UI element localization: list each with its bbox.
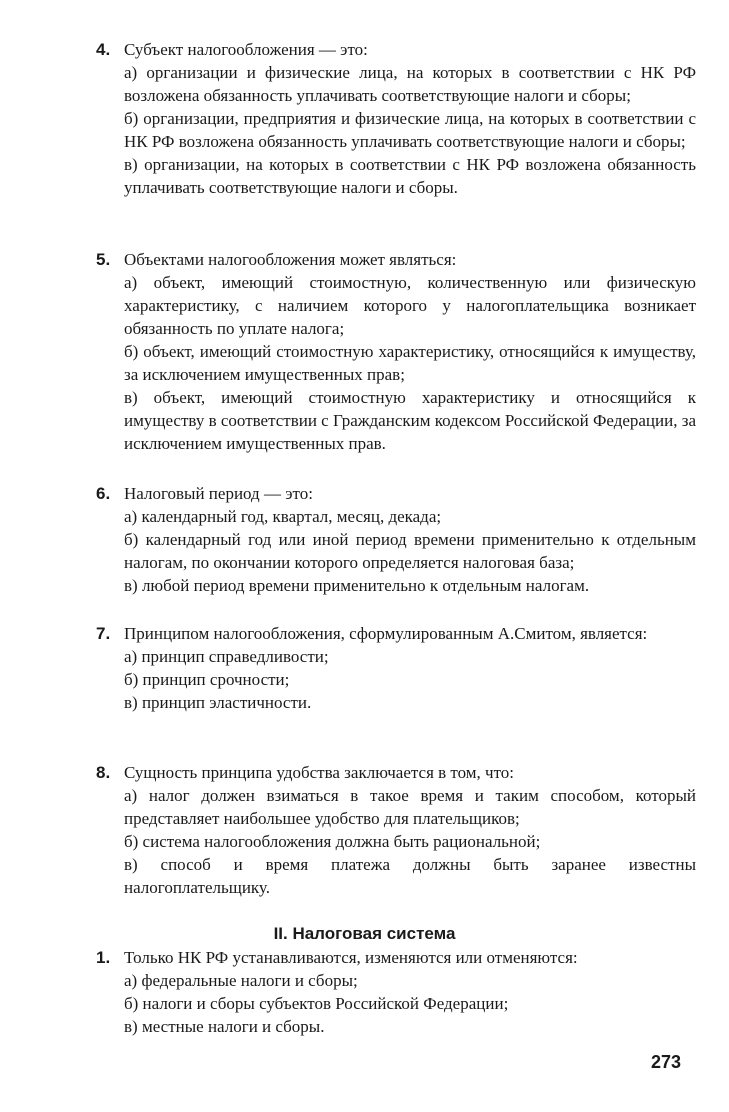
answer-option-c: в) любой период времени применительно к отдельным налогам. <box>124 576 590 595</box>
question-number: 7. <box>96 624 111 643</box>
answer-option-b: б) налоги и сборы субъектов Российской Федерации; <box>124 994 509 1013</box>
question-stem <box>96 946 696 969</box>
question-number: 5. <box>96 250 111 269</box>
question-7 <box>96 622 696 714</box>
question-text: Субъект налогообложения — это: <box>124 40 368 59</box>
question-text: Только НК РФ устанавливаются, изменяются или отменяются: <box>124 948 578 967</box>
question-text: Принципом налогообложения, сформулированным А.Смитом, является: <box>124 624 648 643</box>
answer-option-b: б) система налогообложения должна быть рациональной; <box>124 832 541 851</box>
section-heading: II. Налоговая система <box>273 924 456 943</box>
answer-option-c: в) объект, имеющий стоимостную характеристику и относящийся к имуществу в соответствии с Гражданским кодексом Российской Федерации, за исключением имущественных прав. <box>124 388 696 453</box>
answer-option-a: а) федеральные налоги и сборы; <box>124 971 358 990</box>
answer-option-a: а) налог должен взиматься в такое время и таким способом, который представляет наибольшее удобство для плательщиков; <box>124 786 696 828</box>
question-text: Сущность принципа удобства заключается в том, что: <box>124 763 515 782</box>
question-6 <box>96 482 696 597</box>
question-stem <box>96 248 696 271</box>
answer-option-c: в) принцип эластичности. <box>124 693 312 712</box>
answer-option-b: б) объект, имеющий стоимостную характеристику, относящийся к имуществу, за исключением имущественных прав; <box>124 342 696 384</box>
answer-option-c: в) местные налоги и сборы. <box>124 1017 325 1036</box>
answer-option-a: а) принцип справедливости; <box>124 647 329 666</box>
question-number: 8. <box>96 763 111 782</box>
question-5 <box>96 248 696 455</box>
question-text: Налоговый период — это: <box>124 484 313 503</box>
question-4 <box>96 38 696 199</box>
answer-option-a: а) объект, имеющий стоимостную, количественную или физическую характеристику, с наличием которого у налогоплательщика возникает обязанность по уплате налога; <box>124 273 696 338</box>
section-question-1 <box>96 946 696 1038</box>
answer-option-a: а) календарный год, квартал, месяц, декада; <box>124 507 442 526</box>
question-number: 1. <box>96 948 111 967</box>
answer-option-b: б) организации, предприятия и физические лица, на которых в соответствии с НК РФ возложена обязанность уплачивать соответствующие налоги и сборы; <box>124 109 696 151</box>
question-stem <box>96 482 696 505</box>
answer-option-a: а) организации и физические лица, на которых в соответствии с НК РФ возложена обязанность уплачивать соответствующие налоги и сборы; <box>124 63 696 105</box>
question-number: 4. <box>96 40 111 59</box>
answer-option-c: в) организации, на которых в соответствии с НК РФ возложена обязанность уплачивать соответствующие налоги и сборы. <box>124 155 696 197</box>
answer-option-b: б) принцип срочности; <box>124 670 290 689</box>
page-number: 273 <box>650 1052 681 1072</box>
question-text: Объектами налогообложения может являться: <box>124 250 457 269</box>
question-stem <box>96 622 696 645</box>
question-8 <box>96 761 696 899</box>
question-number: 6. <box>96 484 111 503</box>
answer-option-c: в) способ и время платежа должны быть заранее известны налогоплательщику. <box>124 855 696 897</box>
question-stem <box>96 38 696 61</box>
question-stem <box>96 761 696 784</box>
answer-option-b: б) календарный год или иной период времени применительно к отдельным налогам, по окончании которого определяется налоговая база; <box>124 530 696 572</box>
